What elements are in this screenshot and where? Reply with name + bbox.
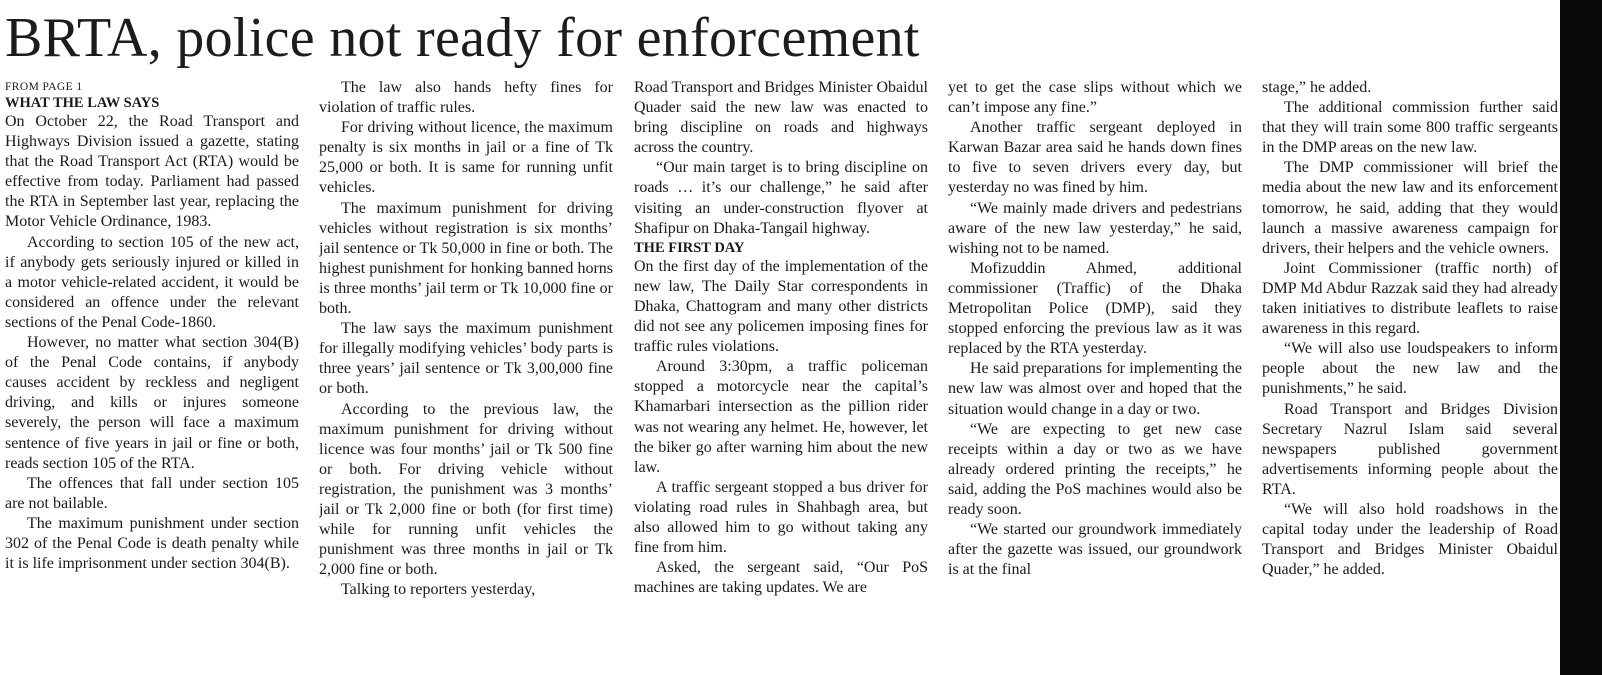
article-paragraph: yet to get the case slips without which we can’t impose any fine.” [948, 79, 1242, 117]
article-paragraph: stage,” he added. [1262, 79, 1372, 96]
article-paragraph: He said preparations for implementing the new law was almost over and hoped that the situation would change in a day or two. [948, 360, 1242, 418]
article-paragraph: However, no matter what section 304(B) of the Penal Code contains, if anybody causes accident by reckless and negligent driving, and kills or injures someone severely, the person will face a maximum sentence of five years in jail or fine or both, reads section 105 of the RTA. [5, 334, 299, 472]
article-paragraph: On October 22, the Road Transport and Highways Division issued a gazette, stating that the Road Transport Act (RTA) would be effective from today. Parliament had passed the RTA in September last year, replacing the Motor Vehicle Ordinance, 1983. [5, 113, 299, 231]
article-paragraph: The maximum punishment for driving vehicles without registration is six months’ jail sentence or Tk 50,000 in fine or both. The highest punishment for honking banned horns is three months’ jail term or Tk 10,000 fine or both. [319, 199, 613, 318]
article-paragraph: A traffic sergeant stopped a bus driver for violating road rules in Shahbagh area, but also allowed him to go without taking any fine from him. [634, 478, 928, 557]
article-paragraph: Around 3:30pm, a traffic policeman stopped a motorcycle near the capital’s Khamarbari intersection as the pillion rider was not wearing any helmet. He, however, let the biker go after warning him about the new law. [634, 358, 928, 476]
article-paragraph: “We will also use loudspeakers to inform people about the new law and the punishments,” he said. [1262, 340, 1558, 398]
article-paragraph: “We will also hold roadshows in the capital today under the leadership of Road Transport and Bridges Minister Obaidul Quader,” he added. [1262, 500, 1558, 579]
article-paragraph: “We are expecting to get new case receipts within a day or two as we have already ordered printing the receipts,” he said, adding the PoS machines would also be ready soon. [948, 420, 1242, 518]
article-paragraph: Talking to reporters yesterday, [341, 581, 536, 599]
article-paragraph: The maximum punishment under section 302 of the Penal Code is death penalty while it is life imprisonment under section 304(B). [5, 514, 299, 573]
article-paragraph: Mofizuddin Ahmed, additional commissioner (Traffic) of the Dhaka Metropolitan Police (DMP), said they stopped enforcing the previous law as it was replaced by the RTA yesterday. [948, 259, 1242, 358]
page-edge-bar [1560, 0, 1602, 675]
article-paragraph: Road Transport and Bridges Minister Obaidul Quader said the new law was enacted to bring discipline on roads and highways across the country. [634, 79, 928, 157]
article-paragraph: According to the previous law, the maximum punishment for driving without licence was four months’ jail or Tk 500 fine or both. For driving vehicle without registration, the punishment was 3 months’ jail or Tk 2,000 fine or both (for first time) while for running unfit vehicles the punishment was three months in jail or Tk 2,000 fine or both. [319, 400, 613, 579]
headline: BRTA, police not ready for enforcement [5, 7, 920, 69]
article-column-1 [5, 78, 299, 668]
article-paragraph: The DMP commissioner will brief the media about the new law and its enforcement tomorrow, he said, adding that they would launch a massive awareness campaign for drivers, their helpers and the vehicle owners. [1262, 159, 1558, 257]
article-paragraph: Asked, the sergeant said, “Our PoS machines are taking updates. We are [634, 559, 928, 597]
article-paragraph: “We mainly made drivers and pedestrians aware of the new law yesterday,” he said, wishing not to be named. [948, 199, 1242, 257]
article-column-2 [319, 78, 613, 668]
article-paragraph: The offences that fall under section 105 are not bailable. [5, 474, 299, 512]
article-paragraph: The law says the maximum punishment for illegally modifying vehicles’ body parts is three years’ jail sentence or Tk 3,00,000 fine or both. [319, 320, 613, 398]
article-column-3 [634, 78, 928, 668]
article-paragraph: The additional commission further said that they will train some 800 traffic sergeants in the DMP areas on the new law. [1262, 99, 1558, 157]
article-paragraph: The law also hands hefty fines for violation of traffic rules. [319, 79, 613, 117]
section-subhead: WHAT THE LAW SAYS [5, 95, 160, 111]
continuation-kicker: FROM PAGE 1 [5, 81, 83, 93]
article-column-4 [948, 78, 1242, 668]
article-paragraph: For driving without licence, the maximum penalty is six months in jail or a fine of Tk 25,000 or both. It is same for running unfit vehicles. [319, 119, 613, 197]
article-paragraph: According to section 105 of the new act, if anybody gets seriously injured or killed in a motor vehicle-related accident, it would be considered an offence under the relevant sections of the Penal Code-1860. [5, 233, 299, 331]
section-subhead: THE FIRST DAY [634, 239, 745, 256]
article-paragraph: On the first day of the implementation of the new law, The Daily Star correspondents in Dhaka, Chattogram and many other districts did not see any policemen imposing fines for traffic rules violations. [634, 257, 928, 356]
article-paragraph: Road Transport and Bridges Division Secretary Nazrul Islam said several newspapers published government advertisements informing people about the RTA. [1262, 400, 1558, 498]
article-paragraph: “Our main target is to bring discipline on roads … it’s our challenge,” he said after visiting an under-construction flyover at Shafipur on Dhaka-Tangail highway. [634, 159, 928, 237]
article-paragraph: Joint Commissioner (traffic north) of DMP Md Abdur Razzak said they had already taken initiatives to distribute leaflets to raise awareness in this regard. [1262, 259, 1558, 338]
article-paragraph: “We started our groundwork immediately after the gazette was issued, our groundwork is at the final [948, 521, 1242, 579]
article-column-5 [1262, 78, 1558, 668]
article-paragraph: Another traffic sergeant deployed in Karwan Bazar area said he hands down fines to five to seven drivers every day, but yesterday no was fined by him. [948, 119, 1242, 197]
